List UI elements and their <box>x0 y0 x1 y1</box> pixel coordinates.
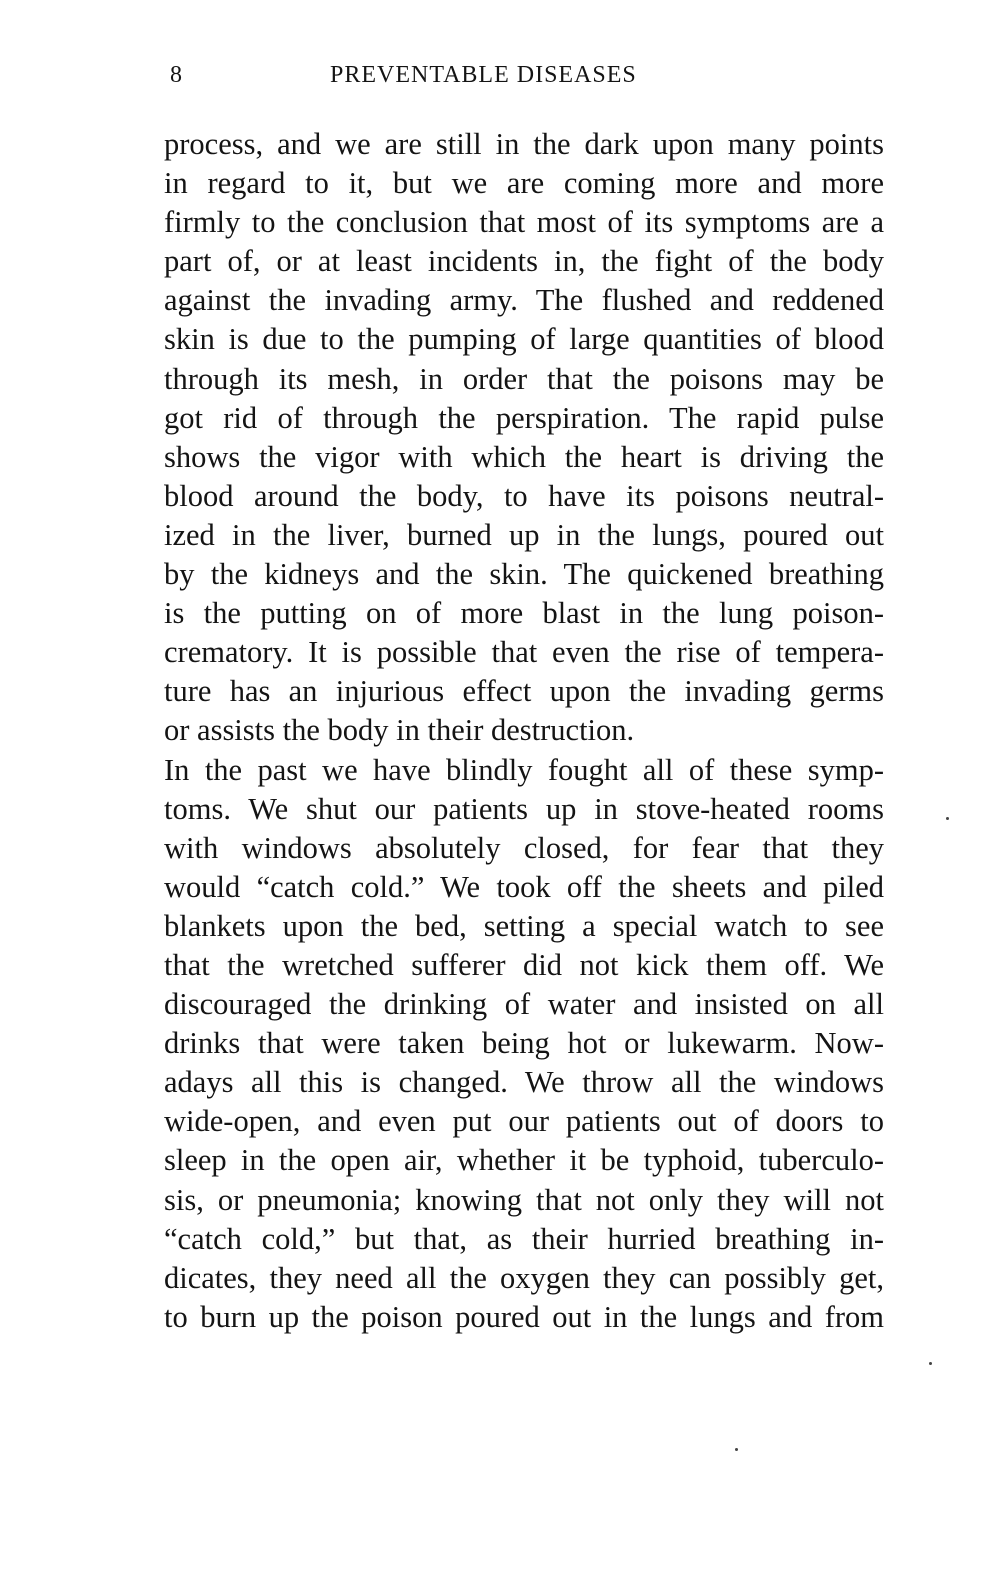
running-head <box>164 62 884 98</box>
paragraph-2 <box>164 751 884 1337</box>
text-line: dicates, they need all the oxygen they can possibly get, <box>164 1260 884 1295</box>
text-line: shows the vigor with which the heart is driving the <box>164 439 884 474</box>
text-line: through its mesh, in order that the poisons may be <box>164 361 884 396</box>
text-line: drinks that were taken being hot or lukewarm. Now- <box>164 1026 884 1061</box>
text-line: ized in the liver, burned up in the lungs, poured out <box>164 517 884 552</box>
text-line: in regard to it, but we are coming more and more <box>164 166 884 201</box>
text-line: blankets upon the bed, setting a special watch to see <box>164 908 884 943</box>
scan-speck <box>929 1362 932 1365</box>
text-line: blood around the body, to have its poisons neutral- <box>164 478 884 513</box>
text-line: that the wretched sufferer did not kick them off. We <box>164 947 884 982</box>
text-line: wide-open, and even put our patients out of doors to <box>164 1104 884 1139</box>
scan-speck <box>735 1448 738 1451</box>
page-number: 8 <box>170 62 183 88</box>
text-line: to burn up the poison poured out in the lungs and from <box>164 1299 884 1334</box>
text-line: with windows absolutely closed, for fear that they <box>164 830 884 865</box>
body-text <box>164 125 884 1337</box>
text-line: “catch cold,” but that, as their hurried breathing in- <box>164 1221 884 1256</box>
running-head-title: PREVENTABLE DISEASES <box>330 62 637 88</box>
text-line: process, and we are still in the dark upon many points <box>164 127 884 161</box>
text-line: discouraged the drinking of water and insisted on all <box>164 987 884 1022</box>
text-line: In the past we have blindly fought all of these symp- <box>164 752 884 787</box>
text-line: firmly to the conclusion that most of its symptoms are a <box>164 205 884 240</box>
text-line: sis, or pneumonia; knowing that not only they will not <box>164 1182 884 1217</box>
text-line: or assists the body in their destruction. <box>164 713 635 748</box>
text-line: is the putting on of more blast in the lung poison- <box>164 596 884 631</box>
text-line: toms. We shut our patients up in stove-heated rooms <box>164 791 884 826</box>
text-line: sleep in the open air, whether it be typhoid, tuberculo- <box>164 1143 884 1178</box>
text-line: part of, or at least incidents in, the fight of the body <box>164 244 884 279</box>
paragraph-1 <box>164 125 884 751</box>
text-line: by the kidneys and the skin. The quickened breathing <box>164 557 884 592</box>
text-line: would “catch cold.” We took off the sheets and piled <box>164 869 884 904</box>
text-line: skin is due to the pumping of large quantities of blood <box>164 322 884 357</box>
text-line: got rid of through the perspiration. The rapid pulse <box>164 400 884 435</box>
text-line: adays all this is changed. We throw all the windows <box>164 1065 884 1100</box>
text-line: ture has an injurious effect upon the invading germs <box>164 674 884 709</box>
text-line: crematory. It is possible that even the rise of tempera- <box>164 635 884 670</box>
text-line: against the invading army. The flushed and reddened <box>164 283 884 318</box>
scan-speck <box>946 817 949 820</box>
